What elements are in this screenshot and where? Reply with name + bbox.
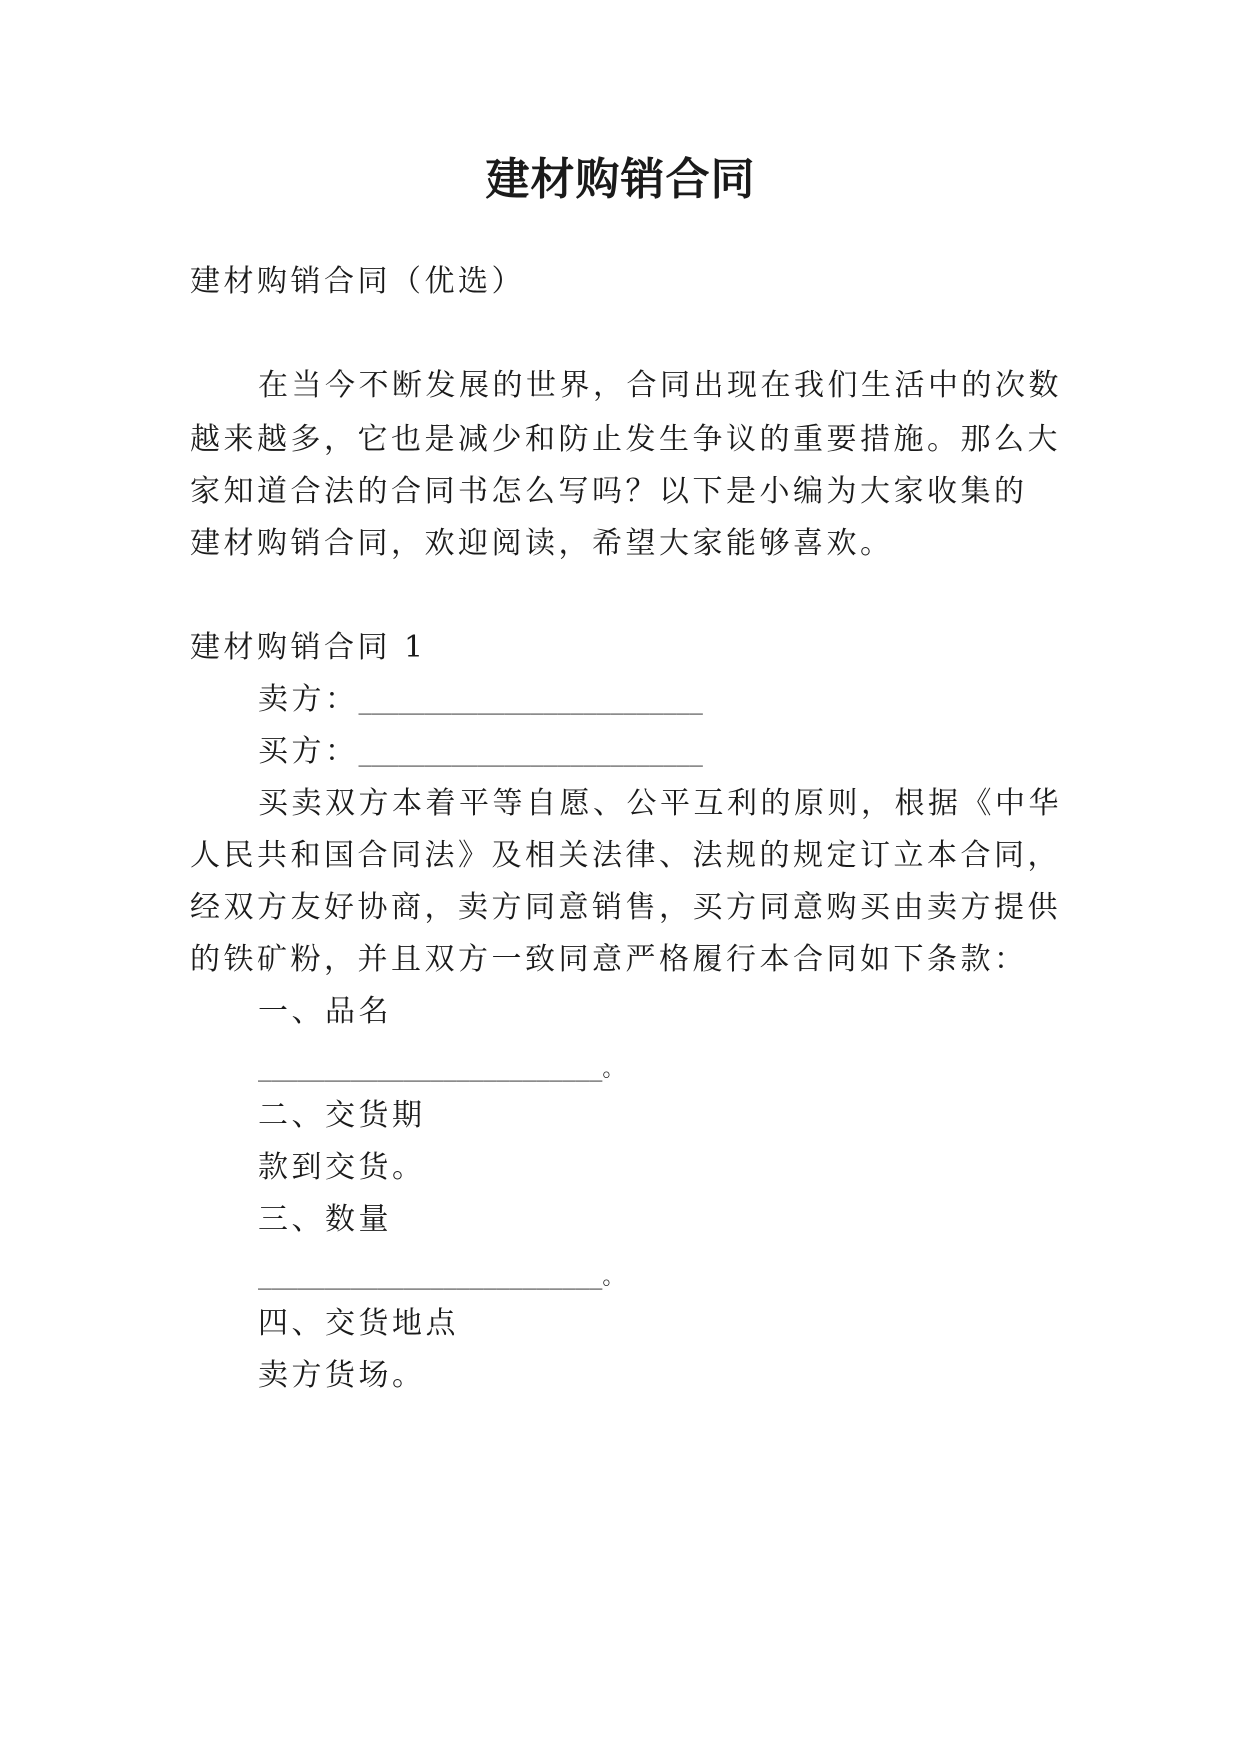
clause-2-body: 款到交货。 — [258, 1150, 426, 1185]
clause-4-heading: 四、交货地点 — [258, 1306, 459, 1341]
intro-line-2: 越来越多，它也是减少和防止发生争议的重要措施。那么大 — [190, 422, 1061, 457]
document-title: 建材购销合同 — [485, 154, 756, 205]
clause-4-body: 卖方货场。 — [258, 1358, 426, 1393]
section-heading: 建材购销合同 1 — [190, 630, 427, 665]
seller-field — [258, 680, 703, 723]
buyer-blank: __________________________ — [358, 742, 703, 767]
seller-label: 卖方： — [258, 682, 359, 717]
clause-1-heading: 一、品名 — [258, 994, 392, 1029]
preamble-line-4: 的铁矿粉，并且双方一致同意严格履行本合同如下条款： — [190, 942, 1028, 977]
intro-line-1: 在当今不断发展的世界，合同出现在我们生活中的次数 — [258, 368, 1062, 403]
buyer-field — [258, 732, 703, 775]
preamble-line-1: 买卖双方本着平等自愿、公平互利的原则，根据《中华 — [258, 786, 1062, 821]
clause-3-body: __________________________。 — [258, 1265, 625, 1290]
intro-line-3: 家知道合法的合同书怎么写吗？以下是小编为大家收集的 — [190, 474, 1028, 509]
intro-line-4: 建材购销合同，欢迎阅读，希望大家能够喜欢。 — [190, 526, 894, 561]
preamble-line-2: 人民共和国合同法》及相关法律、法规的规定订立本合同， — [190, 838, 1061, 873]
clause-1-body: __________________________。 — [258, 1057, 625, 1082]
seller-blank: __________________________ — [358, 690, 703, 715]
document-subtitle: 建材购销合同（优选） — [190, 264, 525, 299]
preamble-line-3: 经双方友好协商，卖方同意销售，买方同意购买由卖方提供 — [190, 890, 1061, 925]
clause-2-heading: 二、交货期 — [258, 1098, 426, 1133]
clause-3-heading: 三、数量 — [258, 1202, 392, 1237]
buyer-label: 买方： — [258, 734, 359, 769]
